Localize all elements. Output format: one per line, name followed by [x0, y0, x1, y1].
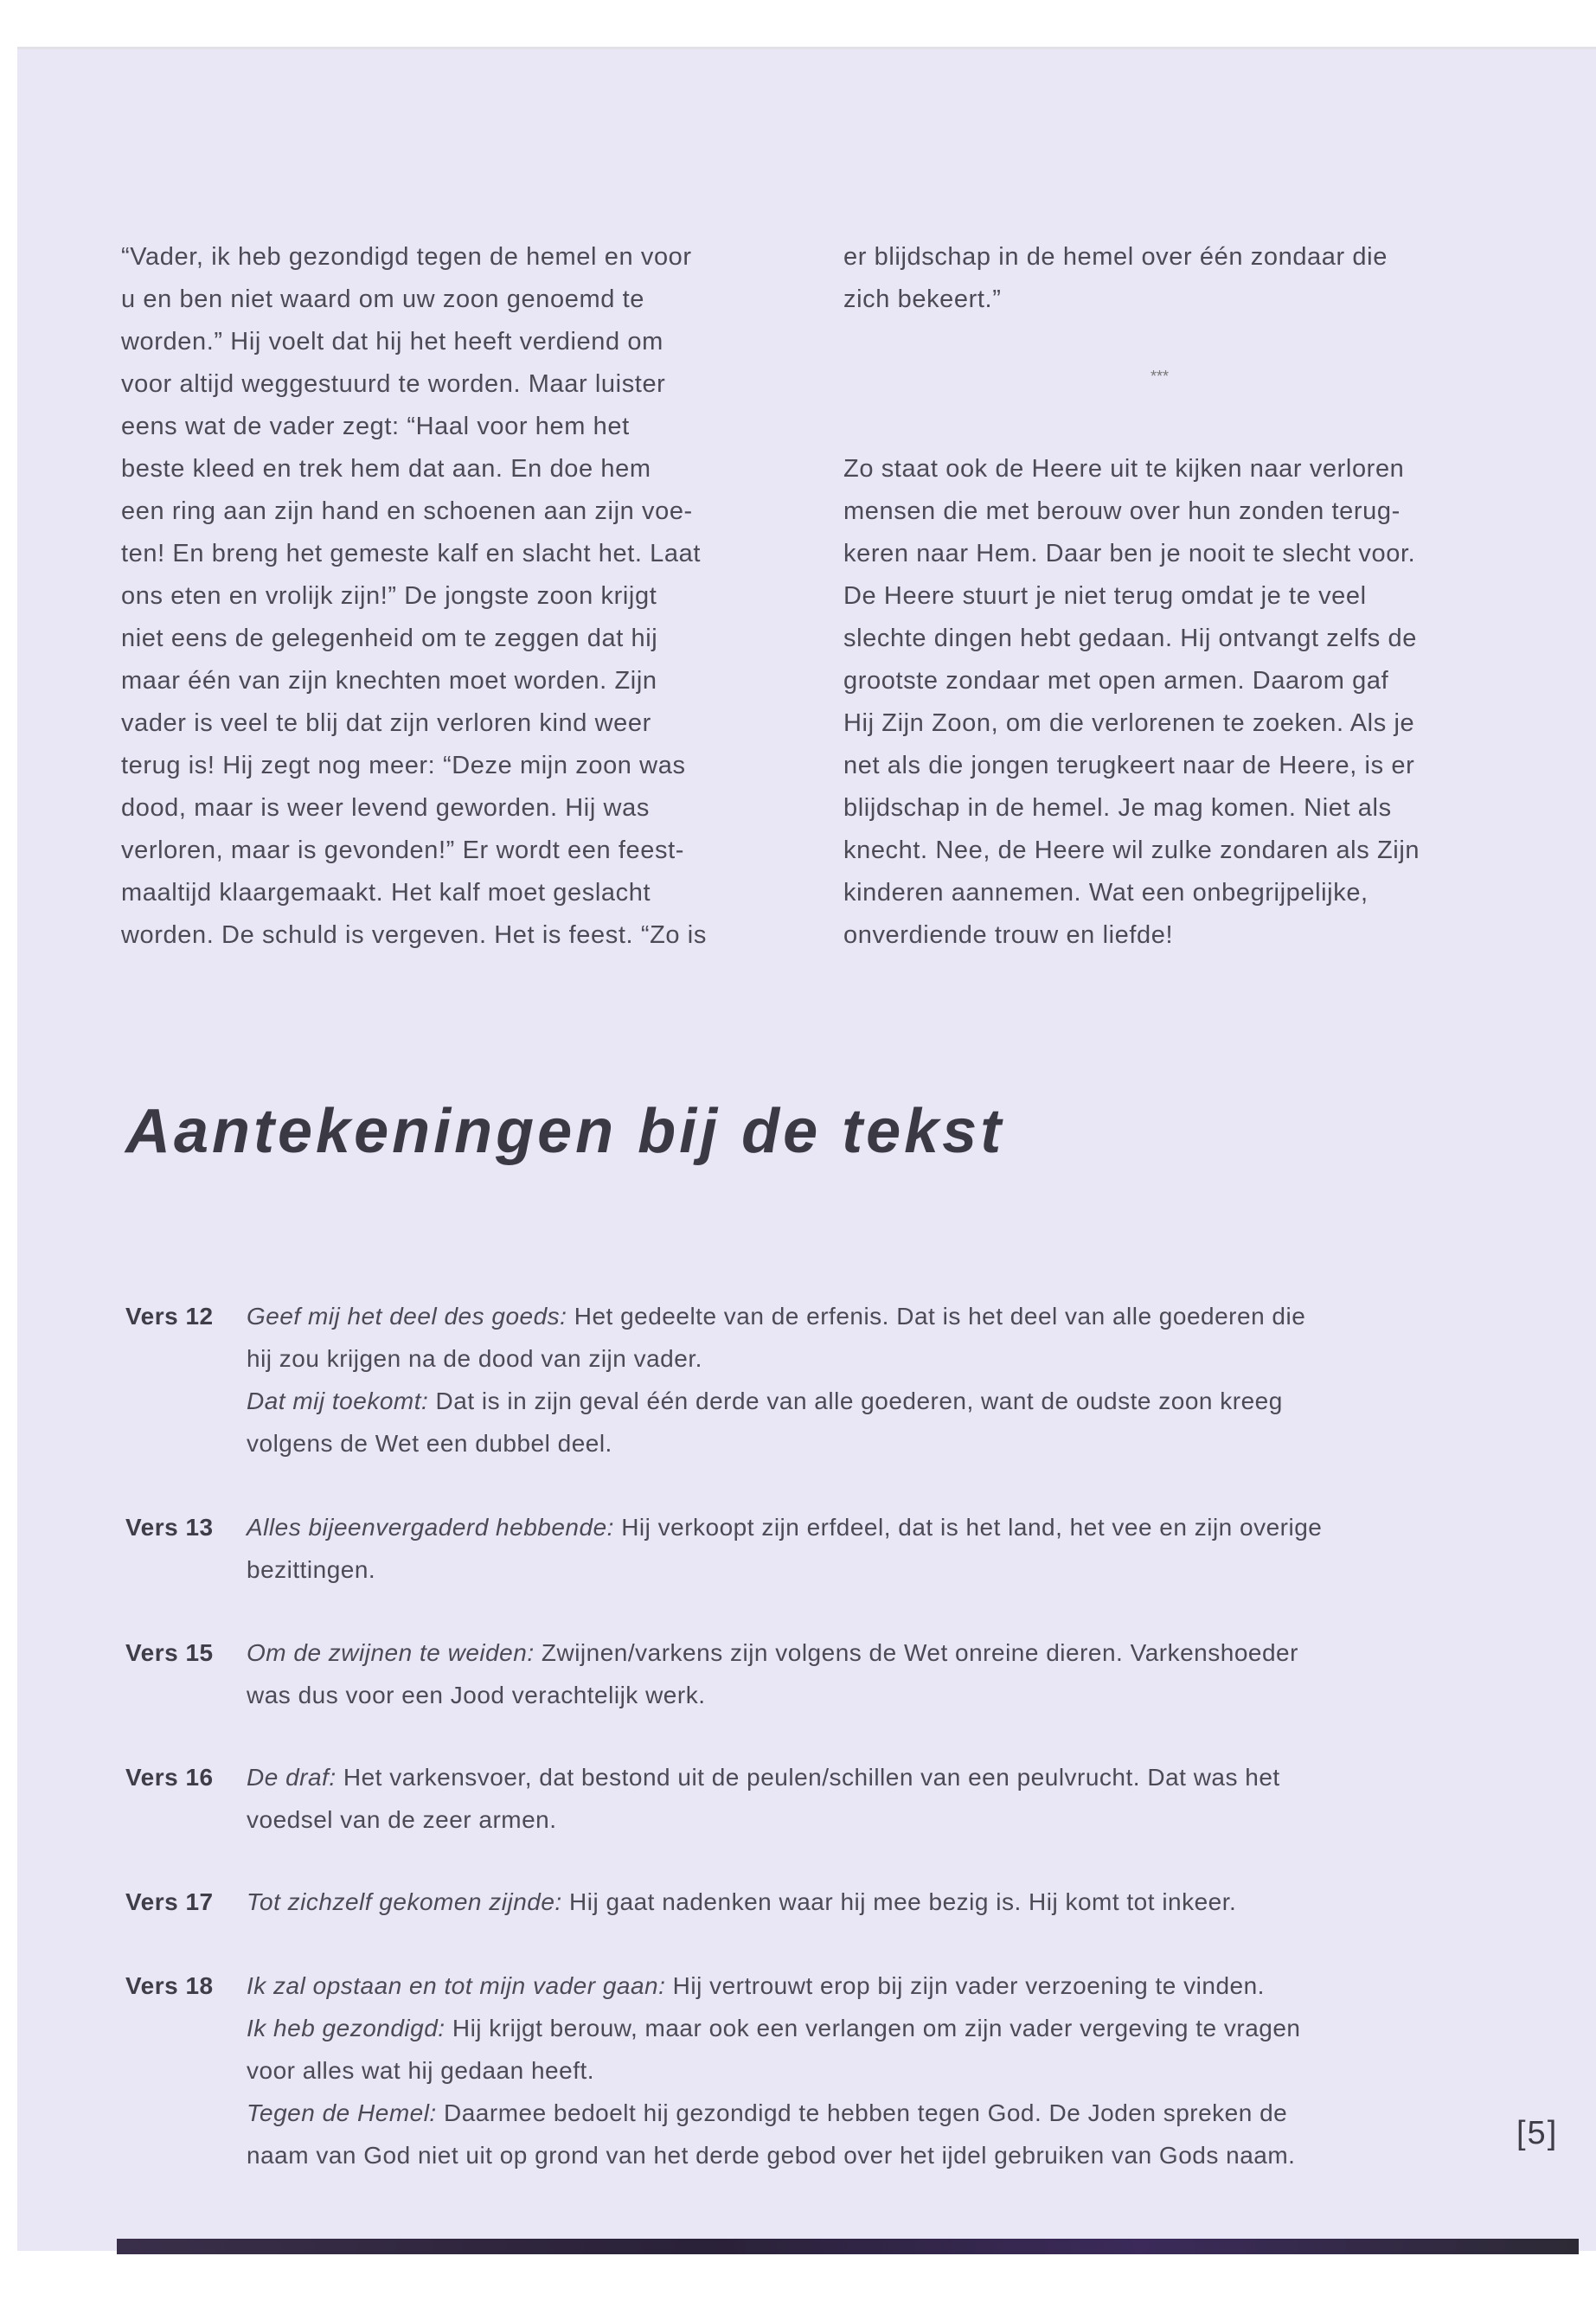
text-line: ons eten en vrolijk zijn!” De jongste zoon krijgt	[121, 582, 657, 610]
text-line: Hij Zijn Zoon, om die verlorenen te zoeken. Als je	[843, 709, 1415, 737]
note-term: De draf:	[247, 1764, 337, 1791]
story-left-column	[121, 236, 707, 957]
section-separator: ***	[1151, 368, 1170, 385]
text-line: ten! En breng het gemeste kalf en slacht het. Laat	[121, 540, 702, 567]
note-line	[247, 1631, 1298, 1674]
note-term: Tegen de Hemel:	[247, 2099, 437, 2126]
note-line	[247, 1798, 1280, 1841]
verse-label: Vers 12	[125, 1303, 214, 1330]
note-line	[247, 1506, 1322, 1548]
note-term: Tot zichzelf gekomen zijnde:	[247, 1888, 562, 1915]
note-text: Dat is in zijn geval één derde van alle goederen, want de oudste zoon kreeg	[428, 1388, 1283, 1414]
verse-label: Vers 16	[125, 1764, 214, 1791]
note-line	[247, 1548, 1322, 1591]
note-body	[247, 1631, 1298, 1716]
note-line	[247, 1881, 1236, 1923]
note-line	[247, 1756, 1280, 1798]
verse-label: Vers 18	[125, 1972, 214, 1999]
text-line: onverdiende trouw en liefde!	[843, 921, 1174, 949]
text-line: grootste zondaar met open armen. Daarom gaf	[843, 667, 1389, 695]
note-text: voedsel van de zeer armen.	[247, 1806, 557, 1833]
note-term: Ik zal opstaan en tot mijn vader gaan:	[247, 1972, 666, 1999]
note-body	[247, 1965, 1301, 2176]
note-text: Zwijnen/varkens zijn volgens de Wet onreine dieren. Varkenshoeder	[534, 1639, 1298, 1666]
verse-label: Vers 15	[125, 1639, 214, 1666]
note-body	[247, 1506, 1322, 1591]
note-text: Hij verkoopt zijn erfdeel, dat is het land, het vee en zijn overige	[613, 1514, 1323, 1541]
verse-label: Vers 17	[125, 1888, 214, 1915]
text-line: Zo staat ook de Heere uit te kijken naar verloren	[843, 455, 1405, 483]
text-line: net als die jongen terugkeert naar de Heere, is er	[843, 752, 1415, 779]
text-line: dood, maar is weer levend geworden. Hij was	[121, 794, 650, 822]
note-text: Het gedeelte van de erfenis. Dat is het deel van alle goederen die	[567, 1303, 1306, 1330]
text-line: worden. De schuld is vergeven. Het is feest. “Zo is	[121, 921, 707, 949]
note-line	[247, 1337, 1305, 1380]
text-line: zich bekeert.”	[843, 285, 1002, 313]
note-text: Hij gaat nadenken waar hij mee bezig is. Hij komt tot inkeer.	[561, 1888, 1237, 1915]
text-line: kinderen aannemen. Wat een onbegrijpelijke,	[843, 879, 1368, 907]
text-line: keren naar Hem. Daar ben je nooit te slecht voor.	[843, 540, 1416, 567]
note-line	[247, 1965, 1301, 2007]
text-line: beste kleed en trek hem dat aan. En doe hem	[121, 455, 651, 483]
note-line	[247, 1380, 1305, 1422]
text-line: verloren, maar is gevonden!” Er wordt een feest-	[121, 836, 684, 864]
note-line	[247, 2092, 1301, 2134]
note-line	[247, 2007, 1301, 2049]
note-body	[247, 1756, 1280, 1841]
text-line: er blijdschap in de hemel over één zondaar die	[843, 243, 1388, 271]
text-line: mensen die met berouw over hun zonden terug-	[843, 497, 1401, 525]
note-body	[247, 1881, 1236, 1923]
note-line	[247, 1422, 1305, 1465]
note-term: Dat mij toekomt:	[247, 1388, 429, 1414]
note-text: was dus voor een Jood verachtelijk werk.	[247, 1682, 706, 1708]
note-text: volgens de Wet een dubbel deel.	[247, 1430, 612, 1457]
note-text: hij zou krijgen na de dood van zijn vader.	[247, 1345, 702, 1372]
text-line: slechte dingen hebt gedaan. Hij ontvangt zelfs de	[843, 625, 1418, 652]
text-line: maaltijd klaargemaakt. Het kalf moet geslacht	[121, 879, 651, 907]
text-line: eens wat de vader zegt: “Haal voor hem het	[121, 413, 630, 440]
text-line: niet eens de gelegenheid om te zeggen dat hij	[121, 625, 658, 652]
verse-label: Vers 13	[125, 1514, 214, 1541]
note-line	[247, 2134, 1301, 2176]
text-line: maar één van zijn knechten moet worden. Zijn	[121, 667, 657, 695]
note-term: Geef mij het deel des goeds:	[247, 1303, 567, 1330]
note-line	[247, 1674, 1298, 1716]
note-line	[247, 2049, 1301, 2092]
text-line: blijdschap in de hemel. Je mag komen. Niet als	[843, 794, 1392, 822]
note-term: Om de zwijnen te weiden:	[247, 1639, 535, 1666]
section-heading: Aantekeningen bij de tekst	[125, 1097, 1005, 1166]
note-text: bezittingen.	[247, 1556, 376, 1583]
note-text: Daarmee bedoelt hij gezondigd te hebben tegen God. De Joden spreken de	[436, 2099, 1288, 2126]
text-line: knecht. Nee, de Heere wil zulke zondaren als Zijn	[843, 836, 1420, 864]
note-body	[247, 1295, 1305, 1465]
text-line: voor altijd weggestuurd te worden. Maar luister	[121, 370, 666, 398]
text-line: vader is veel te blij dat zijn verloren kind weer	[121, 709, 651, 737]
note-text: naam van God niet uit op grond van het derde gebod over het ijdel gebruiken van Gods naam.	[247, 2142, 1296, 2169]
page	[17, 47, 1596, 2251]
note-text: Hij vertrouwt erop bij zijn vader verzoening te vinden.	[665, 1972, 1265, 1999]
text-line: worden.” Hij voelt dat hij het heeft verdiend om	[121, 328, 663, 356]
note-term: Ik heb gezondigd:	[247, 2015, 445, 2041]
text-line: u en ben niet waard om uw zoon genoemd te	[121, 285, 644, 313]
text-line: een ring aan zijn hand en schoenen aan zijn voe-	[121, 497, 693, 525]
page-bottom-edge	[117, 2239, 1579, 2254]
note-text: Hij krijgt berouw, maar ook een verlangen om zijn vader vergeving te vragen	[445, 2015, 1301, 2041]
note-line	[247, 1295, 1305, 1337]
note-text: Het varkensvoer, dat bestond uit de peulen/schillen van een peulvrucht. Dat was het	[336, 1764, 1280, 1791]
text-line: terug is! Hij zegt nog meer: “Deze mijn zoon was	[121, 752, 686, 779]
text-line: De Heere stuurt je niet terug omdat je te veel	[843, 582, 1367, 610]
note-text: voor alles wat hij gedaan heeft.	[247, 2057, 595, 2084]
text-line: “Vader, ik heb gezondigd tegen de hemel en voor	[121, 243, 692, 271]
note-term: Alles bijeenvergaderd hebbende:	[247, 1514, 614, 1541]
page-number: [5]	[1516, 2115, 1559, 2151]
